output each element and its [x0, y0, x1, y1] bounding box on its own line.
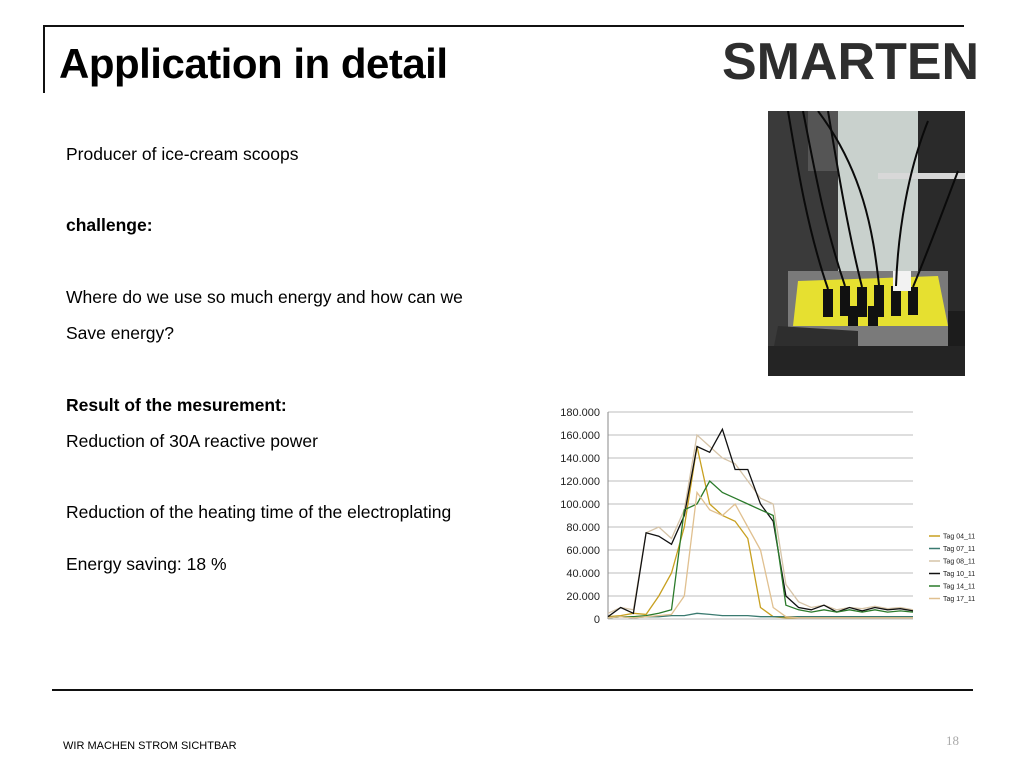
result-label: Result of the mesurement:	[66, 395, 287, 415]
left-frame-line	[43, 25, 45, 93]
y-tick-label: 40.000	[566, 568, 600, 580]
result-reactive-power: Reduction of 30A reactive power	[66, 431, 318, 451]
y-tick-label: 0	[593, 614, 600, 626]
chart-svg	[548, 402, 988, 634]
y-tick-label: 180.000	[560, 407, 600, 419]
energy-line-chart	[548, 402, 988, 634]
legend-label: Tag 08_11	[943, 558, 976, 566]
series-line-tag-10_11	[608, 429, 913, 616]
legend-label: Tag 10_11	[943, 571, 976, 578]
series-line-tag-04_11	[608, 447, 913, 618]
y-tick-label: 20.000	[566, 591, 600, 603]
top-frame-line	[43, 25, 964, 27]
slide-title: Application in detail	[59, 40, 448, 87]
series-line-tag-17_11	[608, 493, 913, 618]
bottom-divider	[52, 689, 973, 691]
y-tick-label: 140.000	[560, 453, 600, 465]
footer-slogan: WIR MACHEN STROM SICHTBAR	[63, 740, 237, 752]
y-tick-label: 80.000	[566, 522, 600, 534]
y-tick-label: 100.000	[560, 499, 600, 511]
producer-text: Producer of ice-cream scoops	[66, 144, 299, 164]
legend-label: Tag 14_11	[943, 583, 976, 591]
y-tick-label: 160.000	[560, 430, 600, 442]
result-energy-saving: Energy saving: 18 %	[66, 554, 227, 574]
page-number: 18	[946, 733, 959, 748]
legend-label: Tag 04_11	[943, 533, 976, 541]
question-line-2: Save energy?	[66, 323, 174, 343]
legend-label: Tag 07_11	[943, 546, 976, 553]
result-heating-time: Reduction of the heating time of the electroplating	[66, 502, 452, 522]
smarten-logo: SMARTEN	[722, 33, 980, 91]
challenge-label: challenge:	[66, 215, 153, 235]
legend-label: Tag 17_11	[943, 596, 976, 603]
y-tick-label: 60.000	[566, 545, 600, 557]
measurement-device-photo	[768, 111, 965, 376]
series-line-tag-08_11	[608, 435, 913, 613]
photo-illustration	[768, 111, 965, 376]
y-tick-label: 120.000	[560, 476, 600, 488]
question-line-1: Where do we use so much energy and how can we	[66, 287, 463, 307]
